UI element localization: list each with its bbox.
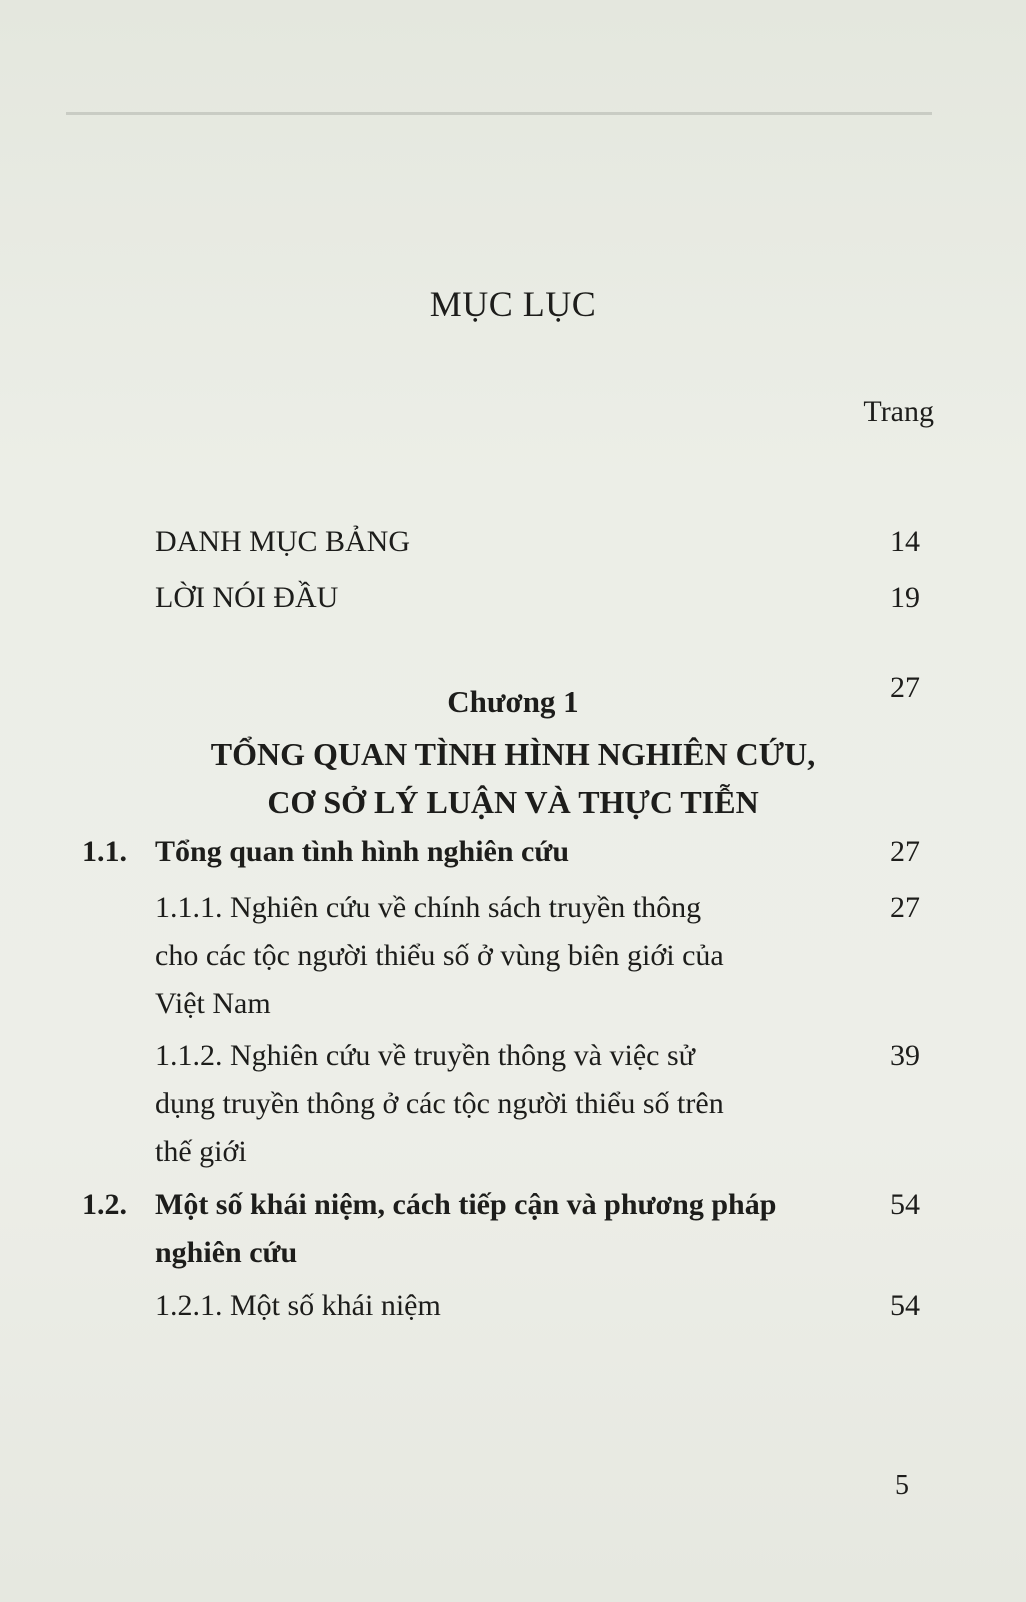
subsection-page: 39 (890, 1039, 920, 1072)
page-column-header: Trang (863, 395, 934, 428)
subsection-line: cho các tộc người thiểu số ở vùng biên giới của (155, 939, 724, 972)
subsection-line: dụng truyền thông ở các tộc người thiểu số trên (155, 1087, 724, 1120)
section-text (155, 1181, 835, 1277)
section-line: Một số khái niệm, cách tiếp cận và phương pháp (155, 1188, 777, 1221)
toc-entry-page: 14 (890, 525, 920, 558)
toc-entry-text: LỜI NÓI ĐẦU (155, 581, 339, 614)
section-number: 1.2. (82, 1188, 127, 1221)
section-text: Tổng quan tình hình nghiên cứu (155, 835, 570, 868)
subsection-page: 27 (890, 891, 920, 924)
chapter-title-line: TỔNG QUAN TÌNH HÌNH NGHIÊN CỨU, (210, 736, 816, 772)
chapter-label: Chương 1 (447, 684, 579, 719)
chapter-page: 27 (890, 671, 920, 704)
subsection-text (155, 884, 835, 1028)
toc-entry-text: DANH MỤC BẢNG (155, 525, 411, 558)
chapter-title-line: CƠ SỞ LÝ LUẬN VÀ THỰC TIỄN (267, 784, 759, 820)
section-page: 27 (890, 835, 920, 868)
subsection-text: 1.2.1. Một số khái niệm (155, 1289, 441, 1322)
subsection-text (155, 1032, 835, 1176)
section-line: nghiên cứu (155, 1236, 298, 1269)
section-number: 1.1. (82, 835, 127, 868)
subsection-line: thế giới (155, 1135, 247, 1168)
chapter-title (0, 730, 1026, 826)
bleed-through-rule (66, 112, 932, 115)
toc-entry-page: 19 (890, 581, 920, 614)
page-title: MỤC LỤC (429, 284, 597, 324)
subsection-line: 1.1.2. Nghiên cứu về truyền thông và việc sử (155, 1039, 695, 1072)
subsection-page: 54 (890, 1289, 920, 1322)
page-number: 5 (895, 1470, 909, 1501)
subsection-line: 1.1.1. Nghiên cứu về chính sách truyền thông (155, 891, 702, 924)
subsection-line: Việt Nam (155, 987, 271, 1020)
section-page: 54 (890, 1188, 920, 1221)
